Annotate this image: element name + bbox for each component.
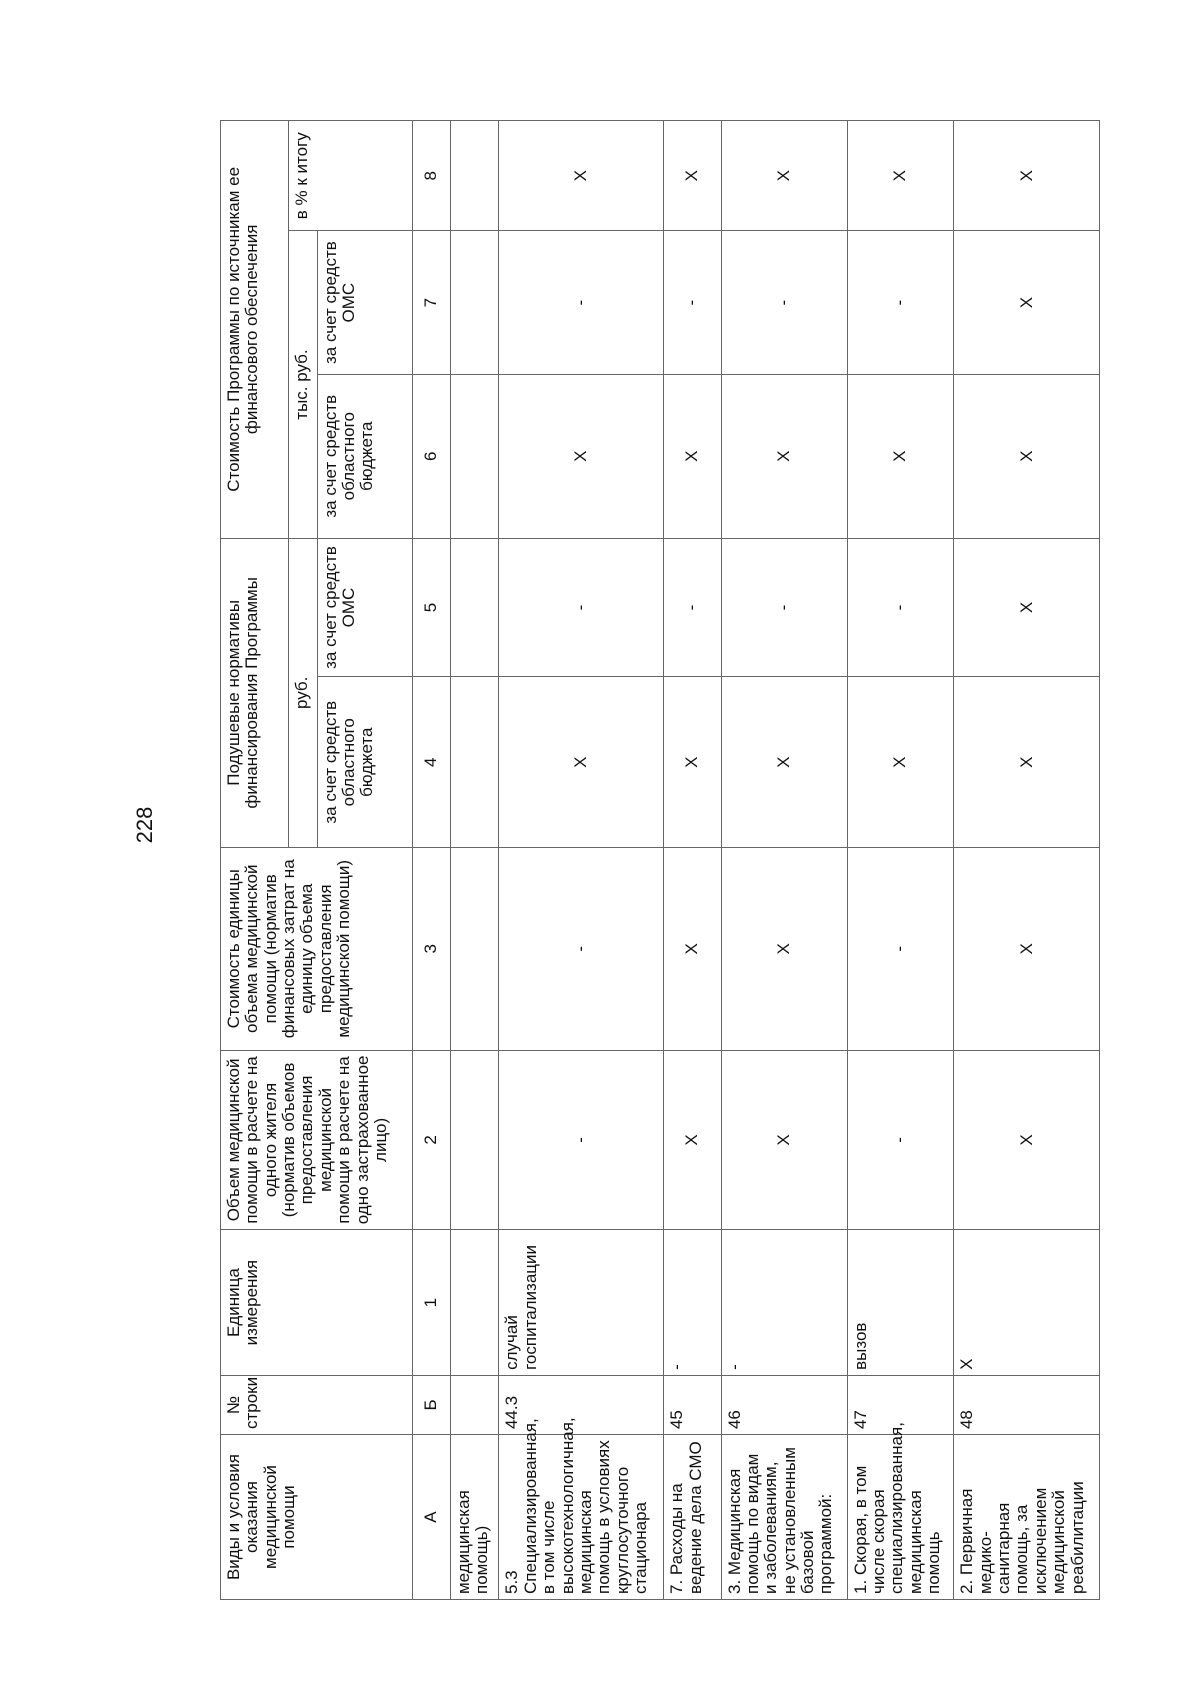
row-label: 2. Первичная медико-санитарная помощь, за исключением медицинской реабилитации — [954, 1435, 1100, 1600]
cell: - — [847, 231, 954, 374]
header-col-2: Объем медицинской помощи в расчете на одного жителя (норматив объемов предоставления медицинской помощи в расчете на одно застрахованное лицо) — [221, 1050, 413, 1230]
column-number: 1 — [412, 1230, 450, 1376]
row-label: 5.3 Специализированная, в том числе высокотехнологичная, медицинская помощь в условиях круглосуточного стационара — [499, 1435, 664, 1600]
table-row — [954, 121, 1100, 1600]
cell: X — [954, 231, 1100, 374]
row-label: медицинская помощь) — [451, 1435, 499, 1600]
table-row — [499, 121, 664, 1600]
cell: - — [664, 231, 721, 374]
cell: X — [664, 121, 721, 231]
cell: X — [721, 677, 847, 848]
header-col-5: за счет средств ОМС — [317, 538, 412, 677]
row-number: 47 — [847, 1375, 954, 1434]
column-number: 6 — [412, 374, 450, 538]
cell: X — [954, 677, 1100, 848]
cell: X — [721, 121, 847, 231]
page-number: 228 — [132, 806, 157, 844]
column-number: 3 — [412, 848, 450, 1051]
table-row — [664, 121, 721, 1600]
cell: - — [721, 231, 847, 374]
cell: X — [664, 848, 721, 1051]
cell: - — [664, 1230, 721, 1376]
cell: - — [721, 538, 847, 677]
table-row — [847, 121, 954, 1600]
cell: X — [847, 121, 954, 231]
cell: X — [664, 1050, 721, 1230]
cell: X — [954, 1230, 1100, 1376]
header-group-cost: Стоимость Программы по источникам ее финансового обеспечения — [221, 121, 289, 539]
cell: X — [664, 677, 721, 848]
header-group-norm: Подушевые нормативы финансирования Программы — [221, 538, 289, 847]
column-number: 7 — [412, 231, 450, 374]
header-col-4: за счет средств областного бюджета — [317, 677, 412, 848]
header-col-1: Единица измерения — [221, 1230, 413, 1376]
cell — [451, 1230, 499, 1376]
cell — [451, 677, 499, 848]
cell: - — [664, 538, 721, 677]
row-label: 3. Медицинская помощь по видам и заболеваниям, не установленным базовой программой: — [721, 1435, 847, 1600]
column-number: 8 — [412, 121, 450, 231]
row-label: 7. Расходы на ведение дела СМО — [664, 1435, 721, 1600]
cell: X — [499, 677, 664, 848]
header-col-7: за счет средств ОМС — [317, 231, 412, 374]
cell: - — [499, 1050, 664, 1230]
cell: X — [721, 1050, 847, 1230]
cell: X — [664, 374, 721, 538]
cell: - — [847, 848, 954, 1051]
table-row — [721, 121, 847, 1600]
cell: X — [721, 374, 847, 538]
cell: X — [499, 121, 664, 231]
row-number: 48 — [954, 1375, 1100, 1434]
header-col-6: за счет средств областного бюджета — [317, 374, 412, 538]
cell: - — [721, 1230, 847, 1376]
column-number: А — [412, 1435, 450, 1600]
header-rub: руб. — [288, 538, 317, 847]
column-number: 5 — [412, 538, 450, 677]
cell: X — [954, 848, 1100, 1051]
cell: X — [954, 374, 1100, 538]
cell: X — [499, 374, 664, 538]
cell: - — [847, 538, 954, 677]
row-number: 45 — [664, 1375, 721, 1434]
cell — [451, 1050, 499, 1230]
cell: - — [847, 1050, 954, 1230]
header-thous-rub: тыс. руб. — [288, 231, 317, 538]
cell: вызов — [847, 1230, 954, 1376]
cell: X — [954, 538, 1100, 677]
cell — [451, 121, 499, 231]
header-col-3: Стоимость единицы объема медицинской помощи (норматив финансовых затрат на единицу объема предоставления медицинской помощи) — [221, 848, 413, 1051]
row-number: 44.3 — [499, 1375, 664, 1434]
row-number — [451, 1375, 499, 1434]
cell — [451, 538, 499, 677]
header-col-a: Виды и условия оказания медицинской помощи — [221, 1435, 413, 1600]
column-number: 2 — [412, 1050, 450, 1230]
cell — [451, 374, 499, 538]
financing-table — [220, 120, 1100, 1600]
cell: X — [954, 1050, 1100, 1230]
cell: X — [847, 374, 954, 538]
column-numbers-row — [412, 121, 450, 1600]
cell — [451, 231, 499, 374]
column-number: 4 — [412, 677, 450, 848]
header-col-8: в % к итогу — [288, 121, 412, 231]
header-col-b: № строки — [221, 1375, 413, 1434]
row-number: 46 — [721, 1375, 847, 1434]
cell: случай госпитализации — [499, 1230, 664, 1376]
cell: X — [847, 677, 954, 848]
cell: - — [499, 848, 664, 1051]
cell — [451, 848, 499, 1051]
cell: X — [721, 848, 847, 1051]
column-number: Б — [412, 1375, 450, 1434]
cell: - — [499, 231, 664, 374]
cell: X — [954, 121, 1100, 231]
cell: - — [499, 538, 664, 677]
row-label: 1. Скорая, в том числе скорая специализированная, медицинская помощь — [847, 1435, 954, 1600]
table-container — [220, 120, 1200, 1594]
table-row — [451, 121, 499, 1600]
